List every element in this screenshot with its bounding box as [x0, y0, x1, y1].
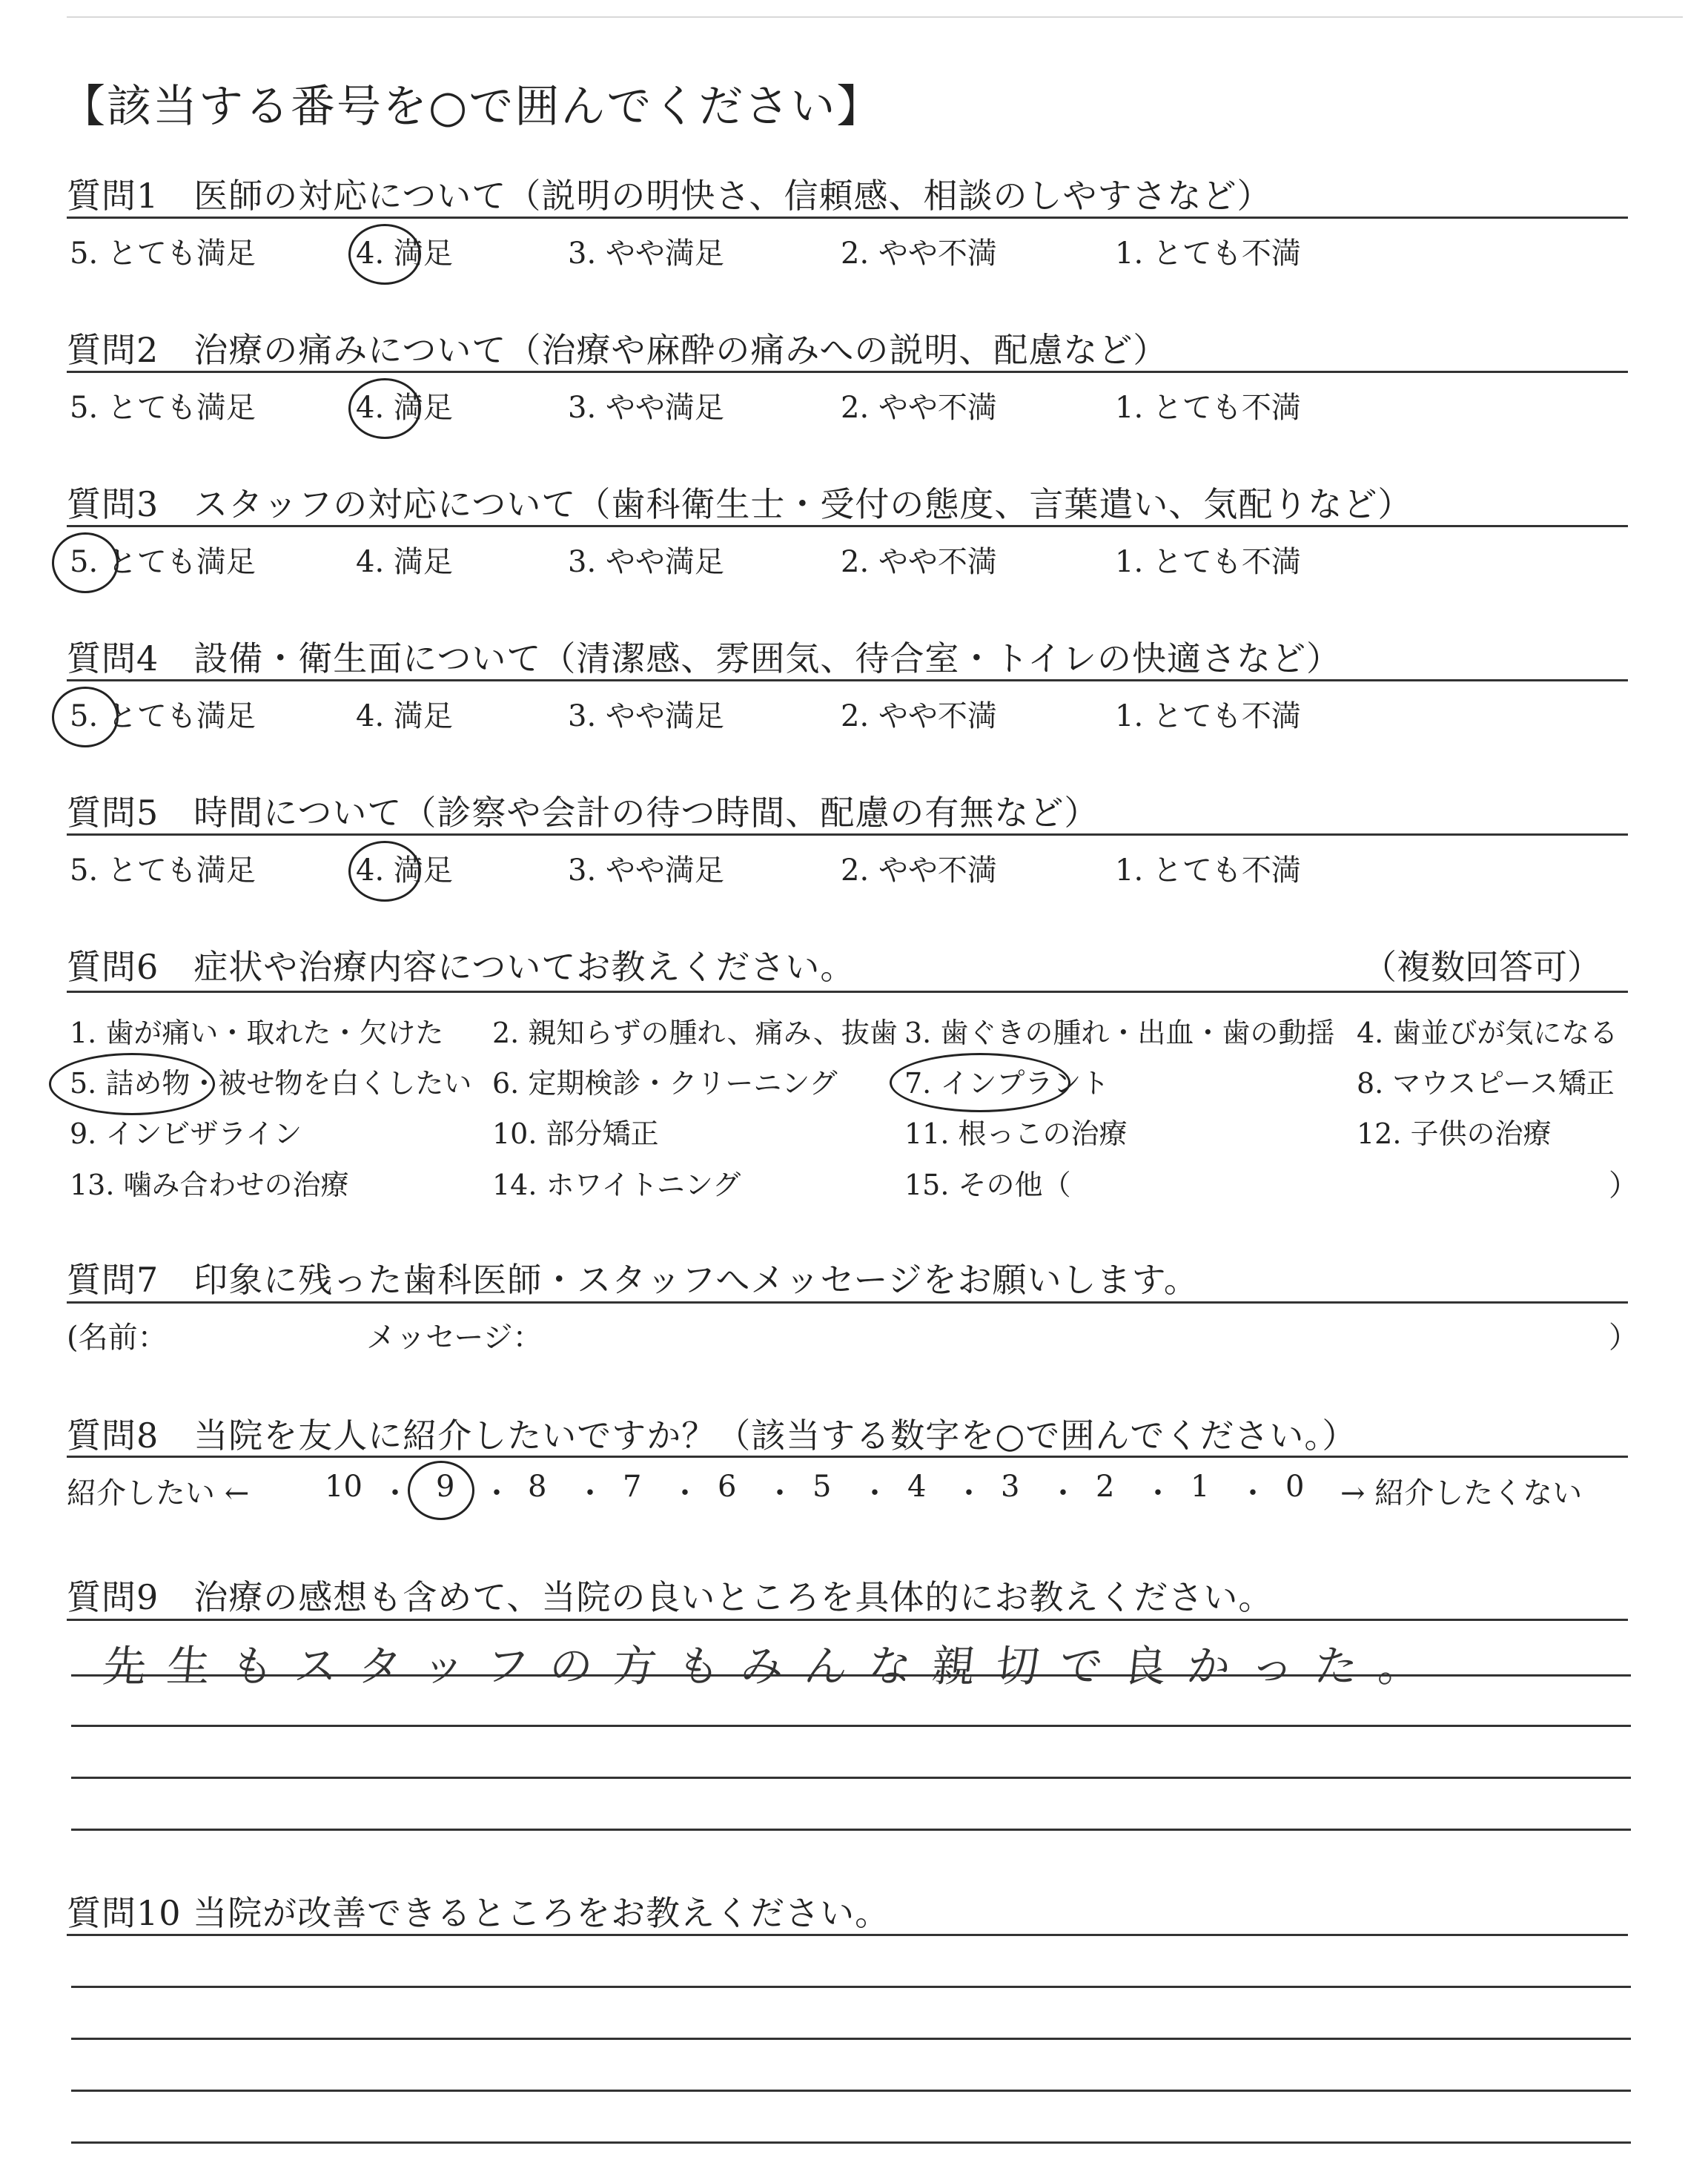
question-4-option: 2. やや不満 — [841, 699, 997, 733]
question-3-option: 1. とても不満 — [1115, 545, 1301, 579]
question-9-write-line — [71, 1777, 1631, 1779]
question-8-scale-value: 4 — [907, 1470, 927, 1504]
question-8-scale-value: 6 — [718, 1470, 737, 1504]
question-9-write-line — [71, 1725, 1631, 1727]
question-3-option: 2. やや不満 — [841, 545, 997, 579]
question-9-write-line — [71, 1674, 1631, 1677]
question-8-scale-separator: ・ — [482, 1476, 512, 1510]
question-4-rule — [67, 679, 1628, 681]
question-9-handwritten-answer: 先生もスタッフの方もみんな親切で良かった。 — [100, 1641, 1446, 1691]
question-8-scale-separator: ・ — [1238, 1476, 1268, 1510]
question-2-option: 5. とても満足 — [70, 391, 256, 425]
question-6-option: 2. 親知らずの腫れ、痛み、抜歯 — [492, 1017, 898, 1049]
question-8-scale-value: 2 — [1096, 1470, 1115, 1504]
question-5-title: 質問5 時間について（診察や会計の待つ時間、配慮の有無など） — [67, 793, 1099, 833]
question-6-option: 10. 部分矯正 — [492, 1117, 659, 1150]
question-6-option: 8. マウスピース矯正 — [1357, 1067, 1615, 1100]
question-10-write-line — [71, 2141, 1631, 2144]
question-4-selection-circle — [52, 687, 119, 747]
question-2-option: 3. やや満足 — [568, 391, 724, 425]
question-3-title: 質問3 スタッフの対応について（歯科衛生士・受付の態度、言葉遣い、気配りなど） — [67, 484, 1413, 524]
question-5-option: 3. やや満足 — [568, 853, 724, 888]
question-8-rule — [67, 1456, 1628, 1458]
question-2-option: 4. 満足 — [356, 391, 453, 425]
question-2-rule — [67, 371, 1628, 373]
question-1-option: 1. とても不満 — [1115, 237, 1301, 271]
question-6-option: 3. 歯ぐきの腫れ・出血・歯の動揺 — [904, 1017, 1335, 1049]
question-8-scale-value: 5 — [812, 1470, 832, 1504]
question-3-option: 3. やや満足 — [568, 545, 724, 579]
question-10-title: 質問10 当院が改善できるところをお教えください。 — [67, 1893, 890, 1933]
question-8-scale-value: 3 — [1001, 1470, 1020, 1504]
question-2-selection-circle — [348, 378, 421, 439]
question-6-title: 質問6 症状や治療内容についてお教えください。 — [67, 947, 855, 987]
question-8-scale-value: 1 — [1191, 1470, 1210, 1504]
question-1-option: 2. やや不満 — [841, 237, 997, 271]
question-5-option: 5. とても満足 — [70, 853, 256, 888]
question-10-write-line — [71, 2090, 1631, 2092]
question-7-message-label: メッセージ： — [366, 1321, 543, 1355]
question-6-selection-circle — [890, 1053, 1070, 1112]
question-7-close: ） — [1609, 1321, 1638, 1355]
question-10-write-line — [71, 2038, 1631, 2040]
question-3-selection-circle — [52, 532, 119, 593]
question-6-option: 5. 詰め物・被せ物を白くしたい — [70, 1067, 472, 1100]
question-2-option: 1. とても不満 — [1115, 391, 1301, 425]
question-8-scale-separator: ・ — [380, 1476, 410, 1510]
question-1-rule — [67, 217, 1628, 219]
document-title: 【該当する番号を○で囲んでください】 — [61, 81, 883, 133]
question-4-option: 1. とても不満 — [1115, 699, 1301, 733]
question-10-rule — [67, 1934, 1628, 1936]
question-5-option: 4. 満足 — [356, 853, 453, 888]
question-3-rule — [67, 525, 1628, 527]
question-3-option: 5. とても満足 — [70, 545, 256, 579]
question-6-option: 13. 噛み合わせの治療 — [70, 1169, 349, 1201]
question-6-option: 1. 歯が痛い・取れた・欠けた — [70, 1017, 444, 1049]
question-5-rule — [67, 833, 1628, 836]
question-1-title: 質問1 医師の対応について（説明の明快さ、信頼感、相談のしやすさなど） — [67, 176, 1272, 216]
question-8-scale-separator: ・ — [860, 1476, 890, 1510]
question-1-option: 5. とても満足 — [70, 237, 256, 271]
question-8-scale-separator: ・ — [670, 1476, 700, 1510]
question-8-scale-value: 10 — [325, 1470, 363, 1504]
question-6-note: （複数回答可） — [1363, 947, 1601, 987]
question-8-scale-value: 0 — [1285, 1470, 1305, 1504]
question-6-option: 15. その他（ — [904, 1169, 1071, 1201]
question-2-option: 2. やや不満 — [841, 391, 997, 425]
question-6-option: 9. インビザライン — [70, 1117, 302, 1150]
question-3-option: 4. 満足 — [356, 545, 453, 579]
question-8-scale-separator: ・ — [1048, 1476, 1078, 1510]
question-6-option: 12. 子供の治療 — [1357, 1117, 1552, 1150]
top-border — [67, 16, 1683, 18]
question-5-option: 1. とても不満 — [1115, 853, 1301, 888]
question-7-rule — [67, 1301, 1628, 1304]
question-8-scale-separator: ・ — [575, 1476, 605, 1510]
question-4-option: 3. やや満足 — [568, 699, 724, 733]
question-6-selection-circle — [49, 1053, 215, 1115]
question-4-option: 5. とても満足 — [70, 699, 256, 733]
question-1-option: 4. 満足 — [356, 237, 453, 271]
question-4-option: 4. 満足 — [356, 699, 453, 733]
question-8-scale-value: 7 — [623, 1470, 642, 1504]
question-1-selection-circle — [348, 224, 421, 285]
question-5-option: 2. やや不満 — [841, 853, 997, 888]
question-8-title: 質問8 当院を友人に紹介したいですか？（該当する数字を○で囲んでください。） — [67, 1416, 1357, 1456]
question-8-scale-value: 9 — [436, 1470, 455, 1504]
question-6-option: 14. ホワイトニング — [492, 1169, 741, 1201]
question-10-write-line — [71, 1986, 1631, 1988]
question-6-option: 7. インプラント — [904, 1067, 1110, 1100]
question-8-left-label: 紹介したい ← — [67, 1476, 250, 1510]
question-6-rule — [67, 991, 1628, 993]
question-5-selection-circle — [348, 841, 421, 902]
question-8-selection-circle — [408, 1461, 474, 1520]
question-7-name-label: (名前： — [67, 1321, 168, 1355]
question-1-option: 3. やや満足 — [568, 237, 724, 271]
question-9-title: 質問9 治療の感想も含めて、当院の良いところを具体的にお教えください。 — [67, 1577, 1274, 1617]
question-6-option: 11. 根っこの治療 — [904, 1117, 1128, 1150]
question-7-title: 質問7 印象に残った歯科医師・スタッフへメッセージをお願いします。 — [67, 1260, 1199, 1300]
question-8-scale-separator: ・ — [765, 1476, 795, 1510]
question-8-scale-separator: ・ — [954, 1476, 984, 1510]
question-6-option: 4. 歯並びが気になる — [1357, 1017, 1618, 1049]
question-9-write-line — [71, 1829, 1631, 1831]
question-8-right-label: → 紹介したくない — [1340, 1476, 1583, 1510]
question-4-title: 質問4 設備・衛生面について（清潔感、雰囲気、待合室・トイレの快適さなど） — [67, 638, 1342, 678]
question-6-other-close: ） — [1609, 1169, 1638, 1203]
question-6-option: 6. 定期検診・クリーニング — [492, 1067, 838, 1100]
question-9-rule — [67, 1619, 1628, 1621]
question-8-scale-value: 8 — [528, 1470, 547, 1504]
question-2-title: 質問2 治療の痛みについて（治療や麻酔の痛みへの説明、配慮など） — [67, 330, 1168, 370]
question-8-scale-separator: ・ — [1143, 1476, 1173, 1510]
